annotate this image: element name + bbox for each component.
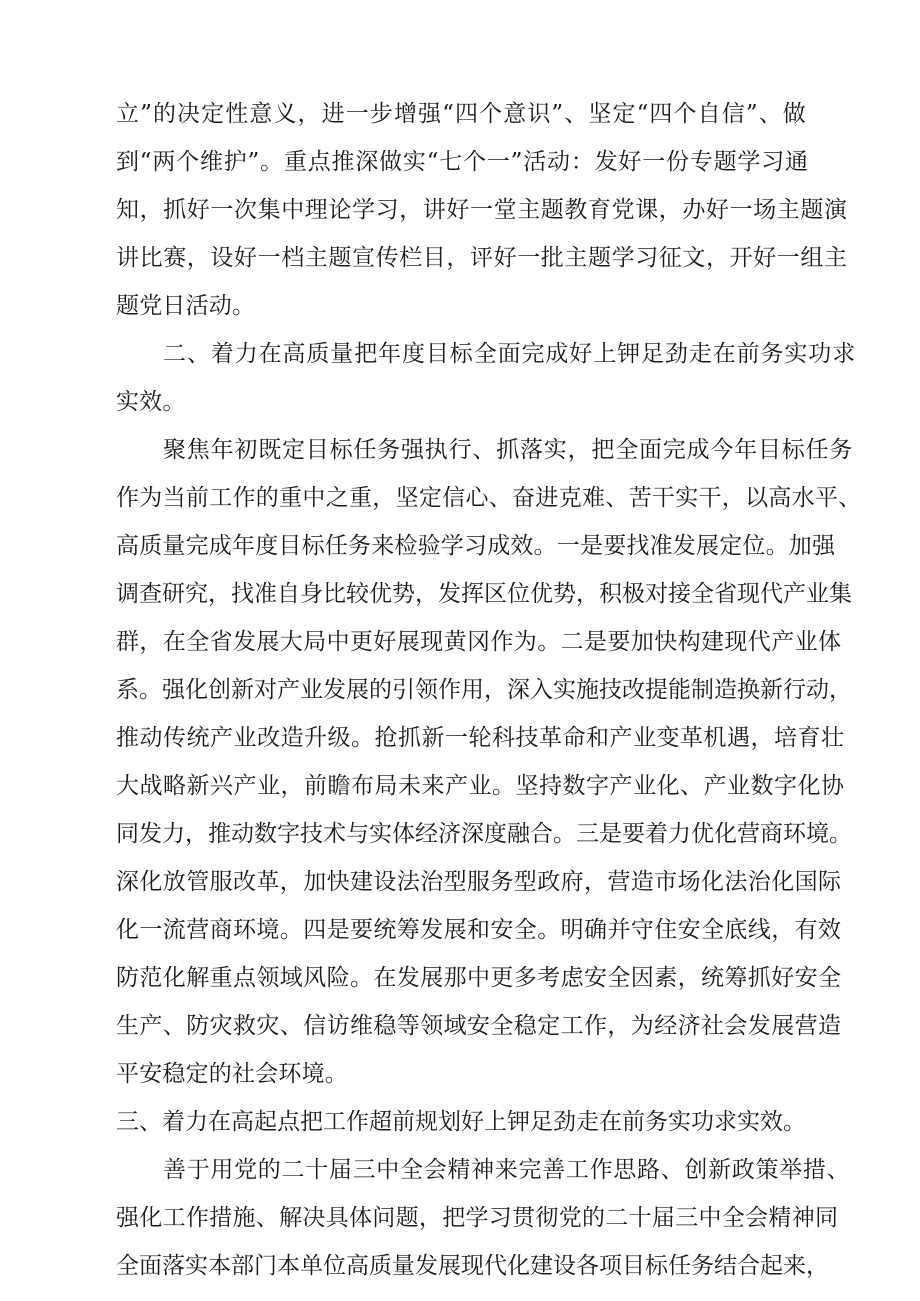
section-heading-2-cont: 实效。 — [116, 389, 186, 415]
text-line: 推动传统产业改造升级。抢抓新一轮科技革命和产业变革机遇，培育壮 — [116, 725, 845, 751]
text-line: 立”的决定性意义，进一步增强“四个意识”、坚定“四个自信”、做 — [116, 101, 807, 127]
text-line: 讲比赛，设好一档主题宣传栏目，评好一批主题学习征文，开好一组主 — [116, 245, 848, 271]
section-heading-3: 三、着力在高起点把工作超前规划好上钾足劲走在前务实功求实效。 — [116, 1109, 806, 1135]
text-line: 同发力，推动数字技术与实体经济深度融合。三是要着力优化营商环境。 — [116, 821, 852, 847]
text-line: 平安稳定的社会环境。 — [116, 1061, 348, 1087]
text-line: 聚焦年初既定目标任务强执行、抓落实，把全面完成今年目标任务 — [163, 437, 854, 463]
text-line: 全面落实本部门本单位高质量发展现代化建设各项目标任务结合起来， — [116, 1253, 829, 1279]
text-line: 强化工作措施、解决具体问题，把学习贯彻党的二十届三中全会精神同 — [116, 1205, 839, 1231]
text-line: 化一流营商环境。四是要统筹发展和安全。明确并守住安全底线，有效 — [116, 917, 842, 943]
text-line: 生产、防灾救灾、信访维稳等领域安全稳定工作，为经济社会发展营造 — [116, 1013, 842, 1039]
text-line: 作为当前工作的重中之重，坚定信心、奋进克难、苦干实干，以高水平、 — [116, 485, 862, 511]
text-line: 群，在全省发展大局中更好展现黄冈作为。二是要加快构建现代产业体 — [116, 629, 842, 655]
text-line: 善于用党的二十届三中全会精神来完善工作思路、创新政策举措、 — [163, 1157, 851, 1183]
text-line: 防范化解重点领域风险。在发展那中更多考虑安全因素，统筹抓好安全 — [116, 965, 842, 991]
text-line: 深化放管服改革，加快建设法治型服务型政府，营造市场化法治化国际 — [116, 869, 842, 895]
text-line: 题党日活动。 — [116, 293, 256, 319]
text-line: 大战略新兴产业，前瞻布局未来产业。坚持数字产业化、产业数字化协 — [116, 773, 845, 799]
text-line: 调查研究，找准自身比较优势，发挥区位优势，积极对接全省现代产业集 — [116, 581, 852, 607]
section-heading-2: 二、着力在高质量把年度目标全面完成好上钾足劲走在前务实功求 — [163, 341, 857, 367]
text-line: 到“两个维护”。重点推深做实“七个一”活动：发好一份专题学习通 — [116, 149, 809, 175]
text-line: 知，抓好一次集中理论学习，讲好一堂主题教育党课，办好一场主题演 — [116, 197, 848, 223]
text-line: 系。强化创新对产业发展的引领作用，深入实施技改提能制造换新行动， — [116, 677, 852, 703]
text-line: 高质量完成年度目标任务来检验学习成效。一是要找准发展定位。加强 — [116, 533, 836, 559]
